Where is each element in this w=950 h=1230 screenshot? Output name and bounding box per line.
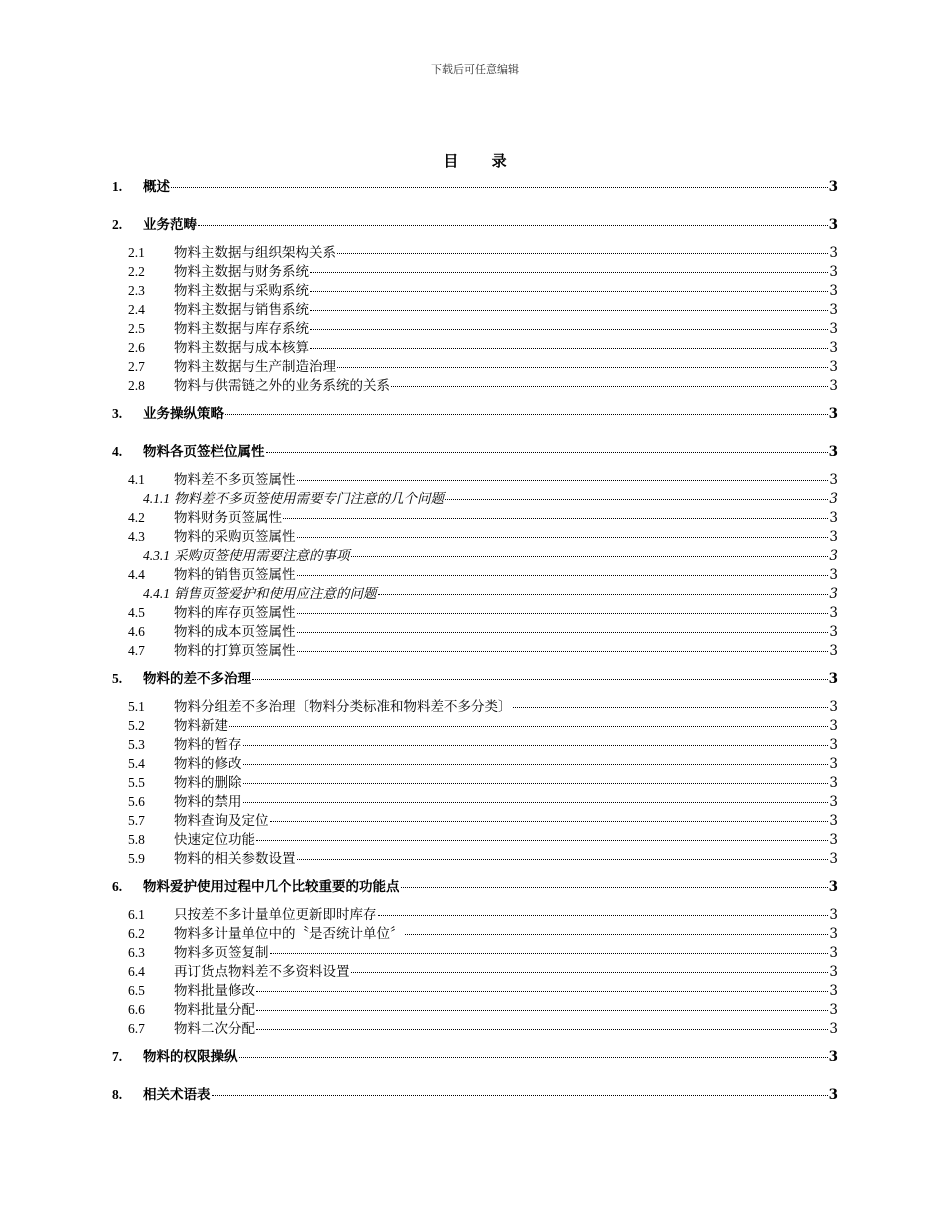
- toc-entry-page: 3: [829, 699, 838, 715]
- toc-entry-title: 物料主数据与财务系统: [174, 264, 309, 280]
- toc-entry-number: 2.2: [128, 264, 145, 279]
- toc-dot-leader: [225, 413, 828, 415]
- toc-entry-number: 6.5: [128, 983, 145, 998]
- toc-entry-number: 5.4: [128, 756, 145, 771]
- toc-dot-leader: [266, 451, 828, 453]
- toc-entry[interactable]: [128, 736, 838, 754]
- toc-entry-title: 业务操纵策略: [143, 406, 224, 422]
- toc-dot-leader: [256, 839, 828, 841]
- toc-dot-leader: [378, 914, 829, 916]
- toc-entry-page: 3: [829, 718, 838, 734]
- toc-entry-number: 6.1: [128, 907, 145, 922]
- toc-dot-leader: [212, 1094, 828, 1096]
- toc-dot-leader: [378, 593, 829, 595]
- toc-entry-number: 4.3.1: [143, 548, 170, 563]
- toc-entry-page: 3: [828, 179, 838, 195]
- toc-entry-number: 3.: [112, 406, 123, 421]
- toc-entry-page: 3: [829, 245, 838, 261]
- toc-dot-leader: [297, 858, 829, 860]
- toc-entry-title: 物料的修改: [174, 756, 242, 772]
- toc-entry-number: 6.7: [128, 1021, 145, 1036]
- toc-entry-title: 物料财务页签属性: [174, 510, 282, 526]
- toc-dot-leader: [252, 678, 828, 680]
- toc-entry-title: 销售页签爱护和使用应注意的问题: [174, 586, 377, 602]
- toc-entry[interactable]: [128, 358, 838, 376]
- toc-dot-leader: [283, 517, 828, 519]
- toc-entry-title: 只按差不多计量单位更新即时库存: [174, 907, 377, 923]
- toc-entry-page: 3: [829, 264, 838, 280]
- toc-entry-number: 4.1.1: [143, 491, 170, 506]
- toc-entry-number: 2.5: [128, 321, 145, 336]
- toc-entry[interactable]: [112, 405, 838, 423]
- toc-entry-title: 物料各页签栏位属性: [143, 444, 265, 460]
- toc-entry-title: 物料的禁用: [174, 794, 242, 810]
- toc-entry-page: 3: [829, 945, 838, 961]
- toc-entry-number: 2.8: [128, 378, 145, 393]
- toc-dot-leader: [239, 1056, 828, 1058]
- toc-entry-title: 物料主数据与采购系统: [174, 283, 309, 299]
- toc-entry-page: 3: [829, 1002, 838, 1018]
- toc-entry-title: 物料与供需链之外的业务系统的关系: [174, 378, 390, 394]
- toc-dot-leader: [270, 820, 829, 822]
- toc-entry-page: 3: [828, 1087, 838, 1103]
- toc-entry-title: 相关术语表: [143, 1087, 211, 1103]
- toc-entry[interactable]: [128, 320, 838, 338]
- toc-entry-number: 4.2: [128, 510, 145, 525]
- toc-entry-number: 6.3: [128, 945, 145, 960]
- toc-entry-number: 8.: [112, 1087, 123, 1102]
- toc-entry-title: 物料主数据与库存系统: [174, 321, 309, 337]
- toc-entry[interactable]: [128, 377, 838, 395]
- toc-entry[interactable]: [128, 1020, 838, 1038]
- toc-entry-page: 3: [829, 510, 838, 526]
- toc-dot-leader: [310, 309, 828, 311]
- toc-entry-page: 3: [828, 671, 838, 687]
- toc-entry-number: 5.7: [128, 813, 145, 828]
- toc-entry-number: 6.4: [128, 964, 145, 979]
- toc-entry[interactable]: [128, 944, 838, 962]
- toc-entry-number: 4.4.1: [143, 586, 170, 601]
- toc-entry[interactable]: [128, 698, 838, 716]
- toc-entry[interactable]: [128, 339, 838, 357]
- toc-entry-number: 6.6: [128, 1002, 145, 1017]
- toc-dot-leader: [391, 385, 828, 387]
- toc-entry[interactable]: [128, 793, 838, 811]
- toc-entry[interactable]: [128, 623, 838, 641]
- toc-entry-page: 3: [829, 359, 838, 375]
- toc-entry-number: 4.5: [128, 605, 145, 620]
- toc-dot-leader: [198, 224, 828, 226]
- toc-entry-title: 概述: [143, 179, 170, 195]
- toc-entry[interactable]: [128, 604, 838, 622]
- toc-entry-page: 3: [829, 794, 838, 810]
- toc-entry-title: 物料主数据与销售系统: [174, 302, 309, 318]
- toc-dot-leader: [297, 631, 829, 633]
- toc-dot-leader: [297, 612, 829, 614]
- toc-entry[interactable]: [143, 585, 838, 603]
- toc-entry-title: 物料主数据与组织架构关系: [174, 245, 336, 261]
- toc-entry-number: 5.5: [128, 775, 145, 790]
- toc-entry-number: 5.9: [128, 851, 145, 866]
- toc-entry-number: 4.: [112, 444, 123, 459]
- toc-entry-title: 物料爱护使用过程中几个比较重要的功能点: [143, 879, 400, 895]
- toc-entry-number: 4.6: [128, 624, 145, 639]
- toc-entry-page: 3: [829, 321, 838, 337]
- toc-entry[interactable]: [128, 925, 838, 943]
- toc-entry[interactable]: [112, 670, 838, 688]
- toc-entry-number: 2.3: [128, 283, 145, 298]
- toc-entry-page: 3: [828, 406, 838, 422]
- toc-entry-title: 物料的打算页签属性: [174, 643, 296, 659]
- toc-entry-title: 物料新建: [174, 718, 228, 734]
- toc-entry-number: 4.1: [128, 472, 145, 487]
- toc-dot-leader: [297, 574, 829, 576]
- toc-dot-leader: [351, 555, 829, 557]
- toc-dot-leader: [297, 650, 829, 652]
- toc-entry-number: 2.1: [128, 245, 145, 260]
- toc-entry-title: 物料多页签复制: [174, 945, 269, 961]
- toc-entry-title: 物料批量分配: [174, 1002, 255, 1018]
- toc-entry-page: 3: [829, 756, 838, 772]
- toc-entry[interactable]: [128, 717, 838, 735]
- toc-entry-number: 5.3: [128, 737, 145, 752]
- toc-entry[interactable]: [128, 642, 838, 660]
- toc-entry-title: 物料的库存页签属性: [174, 605, 296, 621]
- toc-entry-page: 3: [829, 472, 838, 488]
- toc-entry-number: 5.8: [128, 832, 145, 847]
- toc-entry-page: 3: [829, 983, 838, 999]
- toc-entry-title: 物料批量修改: [174, 983, 255, 999]
- toc-entry[interactable]: [128, 566, 838, 584]
- toc-entry-title: 物料主数据与生产制造治理: [174, 359, 336, 375]
- toc-entry-title: 物料差不多页签使用需要专门注意的几个问题: [174, 491, 444, 507]
- toc-dot-leader: [513, 706, 829, 708]
- toc-entry-page: 3: [829, 302, 838, 318]
- toc-entry-title: 采购页签使用需要注意的事项: [174, 548, 350, 564]
- toc-entry-number: 5.: [112, 671, 123, 686]
- toc-entry[interactable]: [128, 528, 838, 546]
- toc-entry-title: 物料的销售页签属性: [174, 567, 296, 583]
- toc-entry-number: 2.6: [128, 340, 145, 355]
- toc-dot-leader: [310, 347, 828, 349]
- toc-entry-title: 物料二次分配: [174, 1021, 255, 1037]
- toc-dot-leader: [310, 290, 828, 292]
- toc-entry[interactable]: [143, 490, 838, 508]
- toc-entry-page: 3: [828, 879, 838, 895]
- toc-entry-page: 3: [829, 851, 838, 867]
- toc-entry-title: 物料的差不多治理: [143, 671, 251, 687]
- toc-entry[interactable]: [128, 471, 838, 489]
- toc-entry-number: 6.2: [128, 926, 145, 941]
- toc-entry-page: 3: [829, 283, 838, 299]
- toc-entry[interactable]: [112, 878, 838, 896]
- toc-entry-number: 4.3: [128, 529, 145, 544]
- toc-entry-title: 物料查询及定位: [174, 813, 269, 829]
- toc-dot-leader: [310, 271, 828, 273]
- toc-entry-number: 5.2: [128, 718, 145, 733]
- toc-entry-title: 物料差不多页签属性: [174, 472, 296, 488]
- toc-entry-title: 业务范畴: [143, 217, 197, 233]
- toc-entry[interactable]: [112, 1048, 838, 1066]
- toc-dot-leader: [337, 366, 828, 368]
- toc-dot-leader: [405, 933, 829, 935]
- toc-entry-title: 再订货点物料差不多资料设置: [174, 964, 350, 980]
- toc-entry[interactable]: [128, 301, 838, 319]
- toc-entry-page: 3: [829, 567, 838, 583]
- toc-entry-page: 3: [829, 1021, 838, 1037]
- toc-dot-leader: [243, 782, 829, 784]
- toc-entry[interactable]: [128, 963, 838, 981]
- toc-entry-page: 3: [829, 378, 838, 394]
- toc-entry-page: 3: [828, 444, 838, 460]
- toc-entry[interactable]: [112, 178, 838, 196]
- toc-entry-page: 3: [829, 529, 838, 545]
- toc-entry[interactable]: [112, 1086, 838, 1104]
- toc-entry[interactable]: [143, 547, 838, 565]
- toc-entry-number: 4.4: [128, 567, 145, 582]
- toc-entry-title: 物料主数据与成本核算: [174, 340, 309, 356]
- toc-entry-page: 3: [829, 605, 838, 621]
- toc-dot-leader: [243, 801, 829, 803]
- toc-dot-leader: [256, 990, 828, 992]
- toc-entry-title: 物料的相关参数设置: [174, 851, 296, 867]
- toc-dot-leader: [243, 763, 829, 765]
- toc-entry-page: 3: [829, 813, 838, 829]
- toc-dot-leader: [337, 252, 828, 254]
- toc-entry-page: 3: [829, 907, 838, 923]
- toc-entry[interactable]: [128, 1001, 838, 1019]
- toc-dot-leader: [297, 536, 829, 538]
- toc-entry-number: 5.1: [128, 699, 145, 714]
- toc-entry-page: 3: [829, 340, 838, 356]
- toc-entry-number: 6.: [112, 879, 123, 894]
- toc-entry-page: 3: [829, 491, 838, 507]
- toc-entry[interactable]: [128, 906, 838, 924]
- toc-dot-leader: [297, 479, 829, 481]
- toc-entry-number: 2.4: [128, 302, 145, 317]
- toc-entry-title: 物料分组差不多治理〔物料分类标准和物料差不多分类〕: [174, 699, 512, 715]
- toc-dot-leader: [401, 886, 828, 888]
- toc-entry-page: 3: [829, 624, 838, 640]
- toc-entry-number: 2.: [112, 217, 123, 232]
- toc-entry-number: 7.: [112, 1049, 123, 1064]
- toc-entry[interactable]: [128, 244, 838, 262]
- toc-entry-title: 物料的暂存: [174, 737, 242, 753]
- toc-dot-leader: [256, 1009, 828, 1011]
- toc-entry-title: 物料的权限操纵: [143, 1049, 238, 1065]
- header-note: 下载后可任意编辑: [431, 63, 519, 76]
- toc-entry[interactable]: [128, 982, 838, 1000]
- toc-entry-title: 物料的删除: [174, 775, 242, 791]
- toc-entry[interactable]: [128, 774, 838, 792]
- toc-entry-page: 3: [829, 775, 838, 791]
- toc-entry-page: 3: [828, 1049, 838, 1065]
- toc-dot-leader: [310, 328, 828, 330]
- toc-entry-number: 1.: [112, 179, 123, 194]
- toc-dot-leader: [270, 952, 829, 954]
- toc-entry-title: 物料多计量单位中的〝是否统计单位〞: [174, 926, 404, 942]
- toc-dot-leader: [243, 744, 829, 746]
- toc-entry-page: 3: [829, 586, 838, 602]
- toc-entry[interactable]: [128, 812, 838, 830]
- toc-dot-leader: [351, 971, 829, 973]
- toc-entry[interactable]: [112, 216, 838, 234]
- toc-entry[interactable]: [128, 282, 838, 300]
- toc-dot-leader: [256, 1028, 828, 1030]
- toc-entry-number: 5.6: [128, 794, 145, 809]
- toc-entry[interactable]: [128, 509, 838, 527]
- toc-entry[interactable]: [112, 443, 838, 461]
- toc-entry-page: 3: [829, 737, 838, 753]
- toc-entry-page: 3: [829, 926, 838, 942]
- toc-entry[interactable]: [128, 850, 838, 868]
- toc-entry-title: 物料的成本页签属性: [174, 624, 296, 640]
- toc-entry-page: 3: [829, 964, 838, 980]
- toc-entry-title: 物料的采购页签属性: [174, 529, 296, 545]
- toc-entry-title: 快速定位功能: [174, 832, 255, 848]
- toc-entry-number: 2.7: [128, 359, 145, 374]
- toc-dot-leader: [171, 186, 828, 188]
- toc-entry-page: 3: [829, 548, 838, 564]
- toc-entry-page: 3: [829, 643, 838, 659]
- toc-dot-leader: [229, 725, 828, 727]
- toc-entry[interactable]: [128, 263, 838, 281]
- toc-title: 目 录: [443, 152, 521, 170]
- toc-entry[interactable]: [128, 755, 838, 773]
- toc-entry-number: 4.7: [128, 643, 145, 658]
- toc-entry[interactable]: [128, 831, 838, 849]
- toc-dot-leader: [445, 498, 828, 500]
- toc-entry-page: 3: [829, 832, 838, 848]
- toc-entry-page: 3: [828, 217, 838, 233]
